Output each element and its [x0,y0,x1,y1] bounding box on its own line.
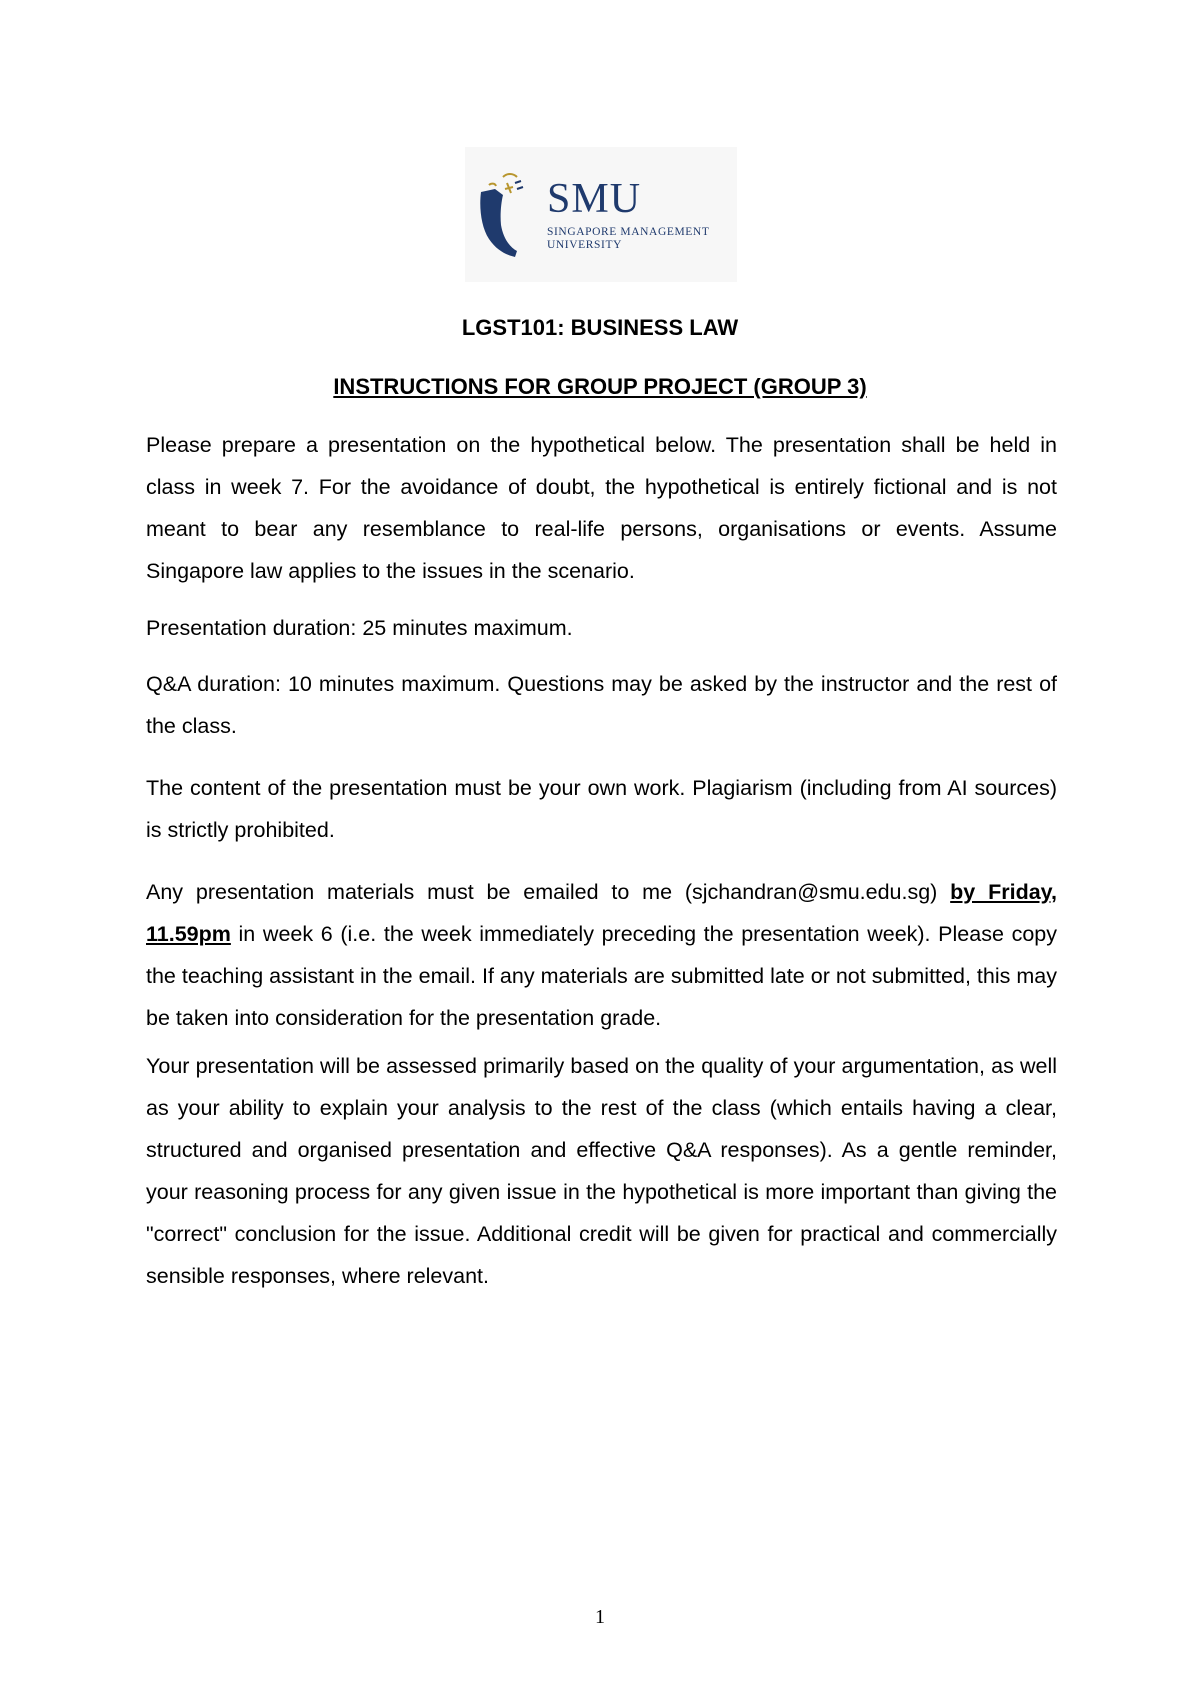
logo-subtitle-line1: SINGAPORE MANAGEMENT [547,226,710,238]
page-number: 1 [595,1606,605,1628]
paragraph-presentation-duration: Presentation duration: 25 minutes maximum. [146,616,573,640]
paragraph-presentation-intro: Please prepare a presentation on the hypothetical below. The presentation shall be held in class in week 7. For the avoidance of doubt, the hypothetical is entirely fictional and is not meant to bear any resemblance to real-life persons, organisations or events. Assume Singapore law applies to the issues in the scenario. [146,433,1057,583]
logo-wordmark: SMU [547,176,642,222]
logo-subtitle [547,226,717,252]
paragraph-qa-duration: Q&A duration: 10 minutes maximum. Questions may be asked by the instructor and the rest of the class. [146,672,1057,738]
paragraph-submission [146,871,1057,1039]
submission-deadline: by Friday, 11.59pm [146,880,1057,946]
paragraph-assessment: Your presentation will be assessed primarily based on the quality of your argumentation, as well as your ability to explain your analysis to the rest of the class (which entails having a clear, structured and organised presentation and effective Q&A responses). As a gentle reminder, your reasoning process for any given issue in the hypothetical is more important than giving the "correct" conclusion for the issue. Additional credit will be given for practical and commercially sensible responses, where relevant. [146,1054,1057,1288]
submission-text-after: in week 6 (i.e. the week immediately preceding the presentation week). Please copy the teaching assistant in the email. If any materials are submitted late or not submitted, this may be taken into consideration for the presentation grade. [146,922,1057,1030]
submission-text-before: Any presentation materials must be emailed to me (sjchandran@smu.edu.sg) [146,880,951,904]
smu-logo [465,147,737,282]
logo-subtitle-line2: UNIVERSITY [547,239,622,251]
instructions-title: INSTRUCTIONS FOR GROUP PROJECT (GROUP 3) [333,374,867,399]
course-title: LGST101: BUSINESS LAW [461,315,739,340]
paragraph-plagiarism: The content of the presentation must be your own work. Plagiarism (including from AI sources) is strictly prohibited. [146,776,1057,842]
